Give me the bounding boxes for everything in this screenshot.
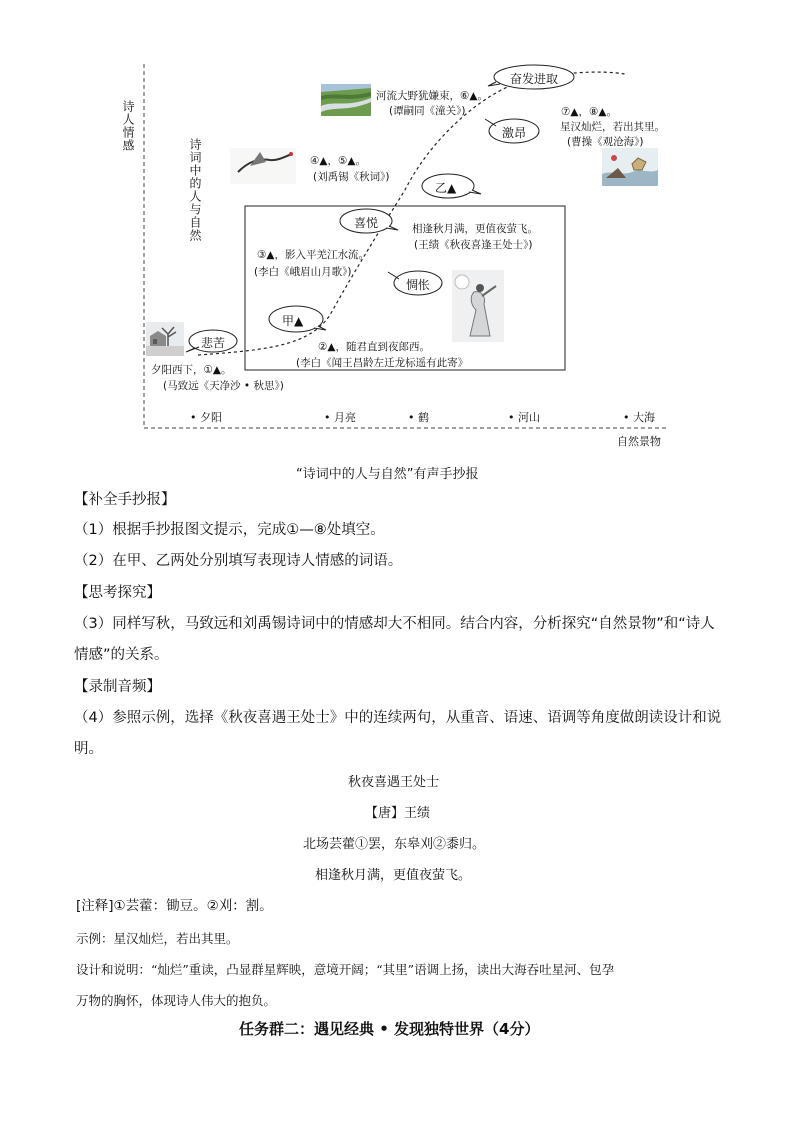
question-2: （2）在甲、乙两处分别填写表现诗人情感的词语。: [74, 553, 403, 569]
poem3-source: (李白《峨眉山月歌》): [254, 266, 352, 278]
crane-image: [230, 148, 296, 184]
poem-notes: [注释]①芸藿：锄豆。②刈：割。: [76, 898, 273, 914]
poem3-line: ③▲，影入平羌江水流。: [257, 249, 369, 261]
question-1: （1）根据手抄报图文提示，完成①—⑧处填空。: [74, 522, 385, 538]
poem2-source: (李白《闻王昌龄左迁龙标遥有此寄》: [296, 357, 469, 369]
heading-think-explore: 【思考探究】: [74, 585, 161, 601]
y-axis-label: 诗人情感: [121, 100, 135, 152]
river-mountain-image: [321, 84, 371, 116]
poem1-source: (马致远《天净沙 • 秋思》): [163, 380, 284, 392]
design-line-1: 设计和说明：“灿烂”重读，凸显群星辉映，意境开阔；“其里”语调上扬，读出大海吞吐星河、包孕: [76, 962, 615, 977]
question-3-line2: 情感”的关系。: [74, 647, 169, 663]
poem2-line: ②▲，随君直到夜郎西。: [318, 341, 430, 353]
x-marker-sunset: • 夕阳: [190, 411, 222, 424]
diagram-caption: “诗词中的人与自然”有声手抄报: [296, 467, 479, 482]
x-axis-label: 自然景物: [617, 435, 661, 448]
bubble-jia: 甲▲: [282, 314, 304, 328]
diagram-lines: [0, 0, 794, 440]
poem5-line: 相逢秋月满，更值夜萤飞。: [412, 223, 538, 235]
heading-complete-poster: 【补全手抄报】: [74, 492, 176, 508]
design-line-2: 万物的胸怀，体现诗人伟大的抱负。: [76, 993, 277, 1008]
poem7-source: (曹操《观沧海》): [567, 136, 644, 148]
poem6-line: 河流大野犹嫌束，⑥▲。: [376, 90, 488, 102]
poem6-source: (谭嗣同《潼关》): [389, 105, 466, 117]
bubble-xiyue: 喜悦: [354, 216, 379, 230]
section-title: 任务群二：遇见经典 • 发现独特世界（4分）: [239, 1020, 540, 1038]
poem1-line: 夕阳西下，①▲。: [151, 364, 232, 376]
x-marker-moon: • 月亮: [324, 411, 356, 424]
poem-line-2: 相逢秋月满，更值夜萤飞。: [315, 868, 472, 883]
poem4-line: ④▲，⑤▲。: [310, 155, 366, 167]
bubble-fenfa: 奋发进取: [510, 72, 559, 86]
poet-moon-image: [452, 270, 504, 342]
poem-line-1: 北场芸藿①罢，东皋刈②黍归。: [303, 837, 486, 852]
seaside-image: [602, 148, 658, 186]
poem-author: 【唐】王绩: [365, 806, 431, 821]
x-marker-sea: • 大海: [623, 411, 655, 424]
question-3-line1: （3）同样写秋，马致远和刘禹锡诗词中的情感却大不相同。结合内容，分析探究“自然景物”和“诗人: [74, 616, 715, 632]
poem-title: 秋夜喜遇王处士: [348, 775, 440, 790]
poem7-line1: ⑦▲，⑧▲。: [561, 106, 617, 118]
bubble-jiang: 激昂: [502, 126, 527, 140]
bubble-chouchang: 惆怅: [406, 278, 431, 292]
poem7-line2: 星汉灿烂，若出其里。: [560, 121, 665, 133]
question-4-line2: 明。: [74, 741, 103, 757]
x-marker-river: • 河山: [508, 411, 540, 424]
example-line: 示例：星汉灿烂，若出其里。: [76, 931, 239, 946]
heading-record-audio: 【录制音频】: [74, 679, 161, 695]
sunset-village-image: [146, 322, 184, 356]
poem5-source: (王绩《秋夜喜逢王处士》): [414, 239, 533, 251]
bubble-yi: 乙▲: [435, 181, 457, 195]
poem4-source: (刘禹锡《秋词》): [313, 171, 390, 183]
bubble-beiku: 悲苦: [201, 336, 226, 350]
question-4-line1: （4）参照示例，选择《秋夜喜遇王处士》中的连续两句，从重音、语速、语调等角度做朗读设计和说: [74, 710, 722, 726]
theme-label: 诗词中的人与自然: [188, 138, 202, 242]
x-marker-crane: • 鹤: [408, 411, 429, 424]
